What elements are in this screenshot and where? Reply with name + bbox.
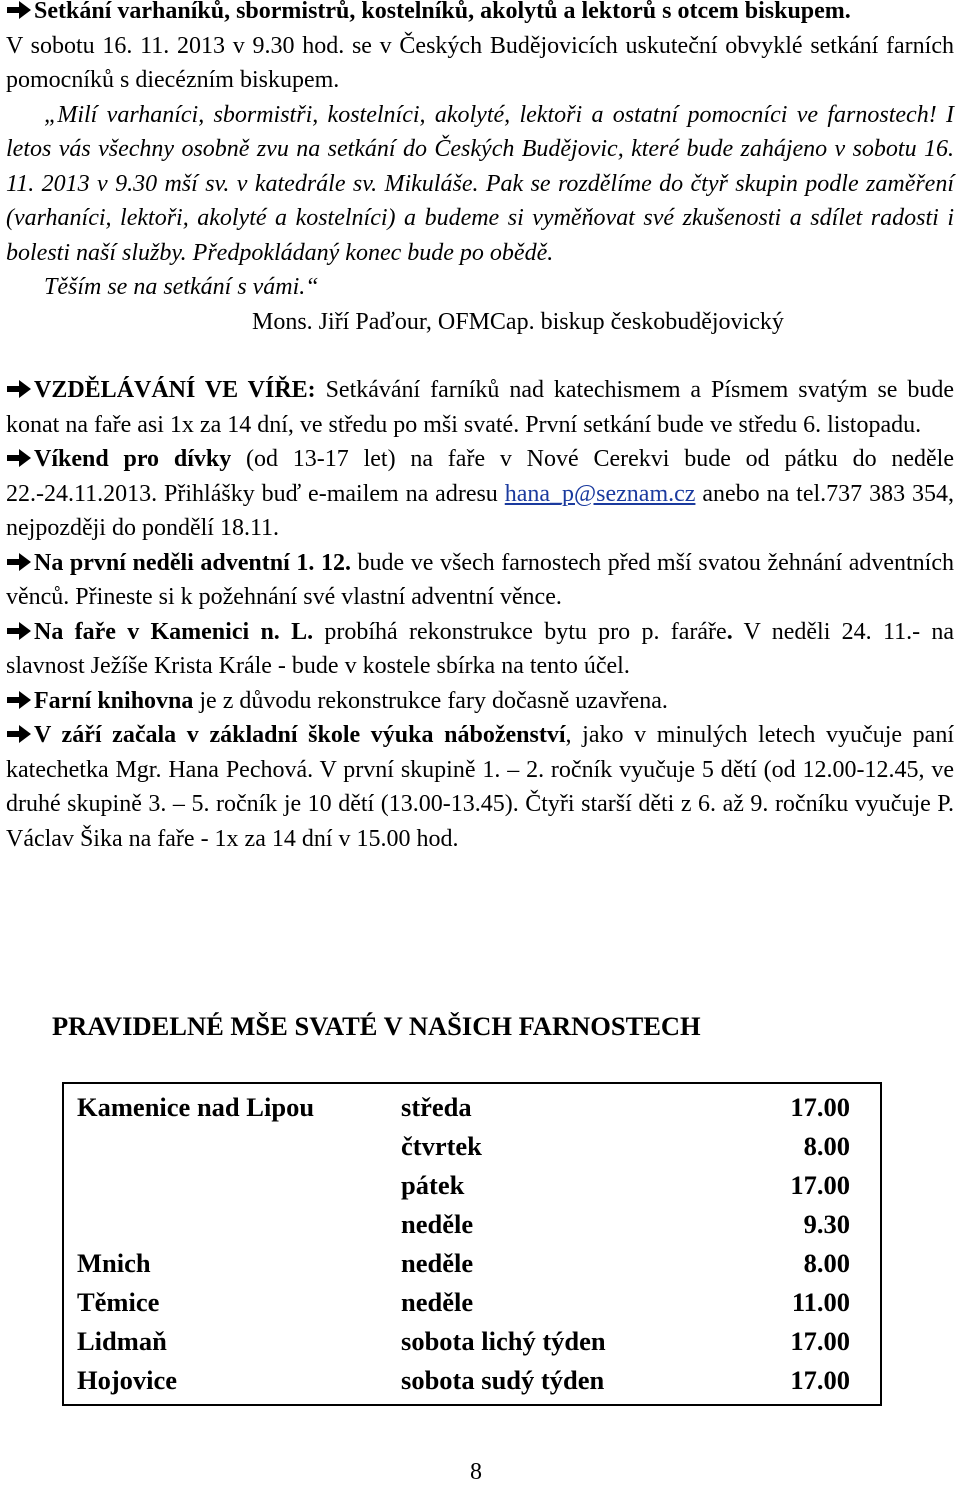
- arrow-icon: [6, 724, 32, 744]
- table-row: neděle 9.30: [401, 1209, 850, 1239]
- table-row: čtvrtek 8.00: [401, 1131, 850, 1161]
- table-row: pátek 17.00: [401, 1170, 850, 1200]
- arrow-icon: [6, 552, 32, 572]
- arrow-icon: [6, 379, 32, 399]
- notice-religion-class: V září začala v základní škole výuka náboženství, jako v minulých letech vyučuje paní katechetka Mgr. Hana Pechová. V první skupině 1. – 2. ročník vyučuje 5 dětí (od 12.00-12.45, ve druhé skupině 3. – 5. ročník je 10 dětí (13.00-13.45). Čtyři starší děti z 6. až 9. ročníku vyučuje P. Václav Šika na faře - 1x za 14 dní v 15.00 hod.: [6, 722, 955, 852]
- mass-schedule-table: [62, 1082, 882, 1406]
- letter-signature: Mons. Jiří Paďour, OFMCap. biskup českobudějovický: [252, 308, 784, 335]
- arrow-icon: [6, 0, 32, 20]
- arrow-icon: [6, 448, 32, 468]
- section-heading: Setkání varhaníků, sbormistrů, kostelníků, akolytů a lektorů s otcem biskupem.: [6, 0, 954, 29]
- arrow-icon: [6, 621, 32, 641]
- page-number: 8: [470, 1459, 482, 1485]
- schedule-title: PRAVIDELNÉ MŠE SVATÉ V NAŠICH FARNOSTECH: [52, 1011, 701, 1041]
- email-link[interactable]: hana_p@seznam.cz: [504, 480, 696, 507]
- table-row: Kamenice nad Lipou středa 17.00: [77, 1092, 850, 1122]
- notice-girls-weekend: Víkend pro dívky (od 13-17 let) na faře v Nové Cerekvi bude od pátku do neděle 22.-24.11.2013. Přihlášky buď e-mailem na adresu hana_p@seznam.cz anebo na tel.737 383 354, nejpozději do pondělí 18.11.: [6, 446, 954, 541]
- notice-library: Farní knihovna je z důvodu rekonstrukce fary dočasně uzavřena.: [6, 684, 954, 719]
- meeting-intro: V sobotu 16. 11. 2013 v 9.30 hod. se v Českých Budějovicích uskuteční obvyklé setkání farních pomocníků s diecézním biskupem.: [6, 32, 954, 93]
- table-row: Hojovice sobota sudý týden 17.00: [77, 1365, 850, 1395]
- notice-parish-reconstruction: Na faře v Kamenici n. L. probíhá rekonstrukce bytu pro p. faráře. V neděli 24. 11.- na slavnost Ježíše Krista Krále - bude v kostele sbírka na tento účel.: [6, 618, 955, 679]
- table-row: Lidmaň sobota lichý týden 17.00: [77, 1326, 850, 1356]
- arrow-icon: [6, 690, 32, 710]
- notice-education: VZDĚLÁVÁNÍ VE VÍŘE: Setkávání farníků nad katechismem a Písmem svatým se bude konat na faře asi 1x za 14 dní, ve středu po mši svaté. První setkání bude ve středu 6. listopadu.: [6, 377, 954, 438]
- notice-advent: Na první neděli adventní 1. 12. bude ve všech farnostech před mší svatou žehnání adventních věnců. Přineste si k požehnání své vlastní adventní věnce.: [6, 549, 954, 610]
- letter-closing: Těším se na setkání s vámi.“: [44, 274, 319, 300]
- table-row: Mnich neděle 8.00: [77, 1248, 850, 1278]
- table-row: Těmice neděle 11.00: [77, 1287, 850, 1317]
- bishop-letter: „Milí varhaníci, sbormistři, kostelníci, akolyté, lektoři a ostatní pomocníci ve farnostech! I letos vás všechny osobně zvu na setkání do Českých Budějovic, které bude zahájeno v sobotu 16. 11. 2013 v 9.30 mší sv. v katedrále sv. Mikuláše. Pak se rozdělíme do čtyř skupin podle zaměření (varhaníci, lektoři, akolyté a kostelníci) a budeme si vyměňovat své zkušenosti a sdílet radosti i bolesti naší služby. Předpokládaný konec bude po obědě.: [6, 101, 954, 266]
